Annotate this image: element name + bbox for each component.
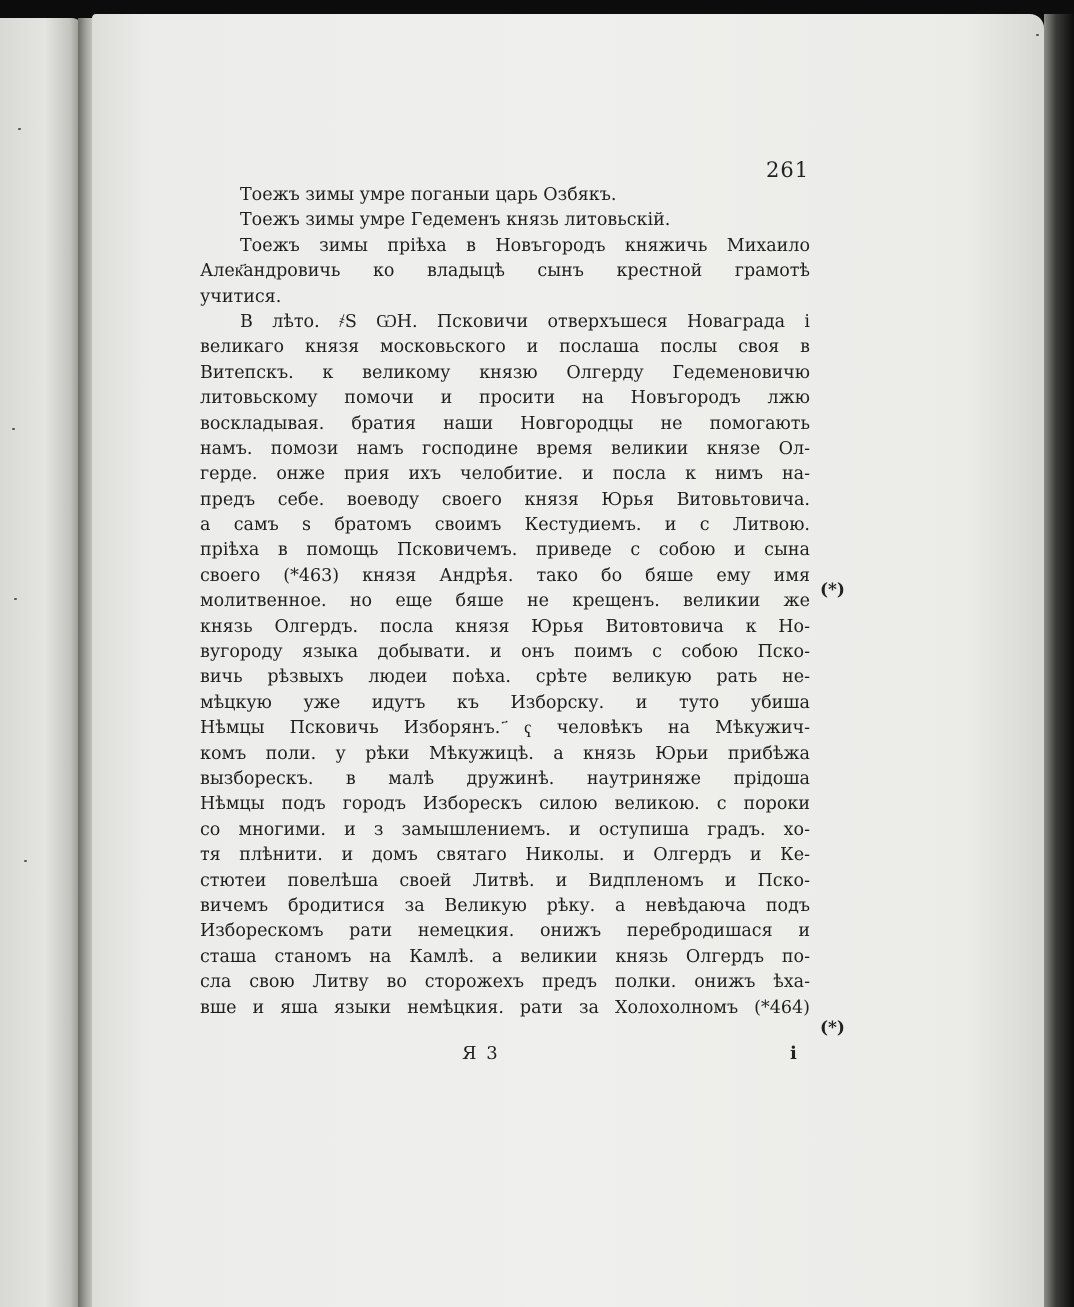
text-line: тя плѣнити. и домъ святаго Николы. и Олгердъ и Ке-	[200, 845, 810, 866]
margin-speck	[24, 860, 27, 862]
body-text	[200, 183, 810, 1021]
text-line: воскладывая. братия наши Новгородцы не помогають	[200, 413, 810, 434]
text-line: князь Олгердъ. посла князя Юрья Витовтовича к Но-	[200, 616, 810, 637]
text-line: учитися.	[200, 286, 282, 307]
catchword: і	[790, 1043, 797, 1064]
text-line: пріѣха в помощь Псковичемъ. приведе с собою и сына	[200, 540, 810, 561]
text-line: вызборескъ. в малѣ дружинѣ. наутриняже прідоша	[200, 768, 810, 789]
text-line: великаго князя московьского и послаша послы своя в	[200, 337, 810, 358]
text-line: вичь рѣзвыхъ людеи поѣха. срѣте великую рать не-	[200, 667, 810, 688]
text-line: предъ себе. воеводу своего князя Юрья Витовьтовича.	[200, 489, 810, 510]
text-line: Тоежъ зимы умре поганыи царь Озбякъ.	[240, 185, 617, 205]
margin-speck	[18, 128, 21, 130]
text-line: Тоежъ зимы умре Гедеменъ князь литовьскій.	[240, 210, 671, 231]
margin-speck	[12, 428, 15, 430]
footnote-marker: (*)	[820, 580, 845, 600]
text-line: сла свою Литву во сторожехъ предъ полки. онижъ ѣха-	[200, 972, 810, 993]
text-line: вше и яша языки немѣцкия. рати за Холохолномъ (*464)	[200, 997, 810, 1018]
text-line: молитвенное. но еще бяше не крещенъ. великии же	[200, 591, 810, 612]
text-line: литовьскому помочи и просити на Новъгородъ лжю	[200, 388, 810, 409]
text-line: комъ поли. у рѣки Мѣкужицѣ. а князь Юрьи прибѣжа	[200, 743, 810, 764]
text-line: Нѣмцы подъ городъ Изборескъ силою великою. с пороки	[200, 794, 810, 815]
text-line: Изборескомъ рати немецкия. онижъ перебродишася и	[200, 921, 810, 942]
margin-speck	[14, 598, 17, 600]
text-line: сташа станомъ на Камлѣ. а великии князь Олгердъ по-	[200, 946, 810, 967]
page-edge-shadow	[1044, 14, 1074, 1307]
text-line: Нѣмцы Псковичь Изборянъ. ҃ҁ человѣкъ на Мѣкужич-	[200, 718, 810, 739]
footnote-marker: (*)	[820, 1018, 845, 1038]
margin-speck	[1036, 34, 1039, 36]
text-line: намъ. помози намъ господине время великии князе Ол-	[200, 438, 810, 459]
text-line: стютеи повелѣша своей Литвѣ. и Видпленомъ и Пско-	[200, 870, 810, 891]
text-line: вичемъ бродитися за Великую рѣку. а невѣдаюча подъ	[200, 895, 810, 916]
text-line: Витепскъ. к великому князю Олгерду Гедеменовичю	[200, 362, 810, 383]
text-line: а самъ s братомъ своимъ Кестудиемъ. и с Литвою.	[200, 515, 810, 536]
text-line: герде. онже прия ихъ челобитие. и посла к нимъ на-	[200, 464, 810, 485]
text-line: вугороду языка добывати. и онъ поимъ с собою Пско-	[200, 642, 810, 663]
text-line: своего (*463) князя Андрѣя. тако бо бяше ему имя	[200, 565, 810, 586]
text-line: Алек҃андровичь ко владыцѣ сынъ крестной грамотѣ	[200, 261, 810, 282]
signature-mark: Я 3	[462, 1043, 500, 1064]
text-line: В лѣто. ҂S ѠН. Псковичи отверхъшеся Новаграда і	[240, 311, 810, 332]
text-line: со многими. и з замышлениемъ. и оступиша градъ. хо-	[200, 819, 810, 840]
text-line: мѣцкую уже идутъ къ Изборску. и туто убиша	[200, 692, 810, 713]
text-line: Тоежъ зимы пріѣха в Новъгородъ княжичь Михаило	[240, 235, 810, 256]
page-number: 261	[766, 158, 810, 182]
left-page-edge	[0, 18, 82, 1307]
